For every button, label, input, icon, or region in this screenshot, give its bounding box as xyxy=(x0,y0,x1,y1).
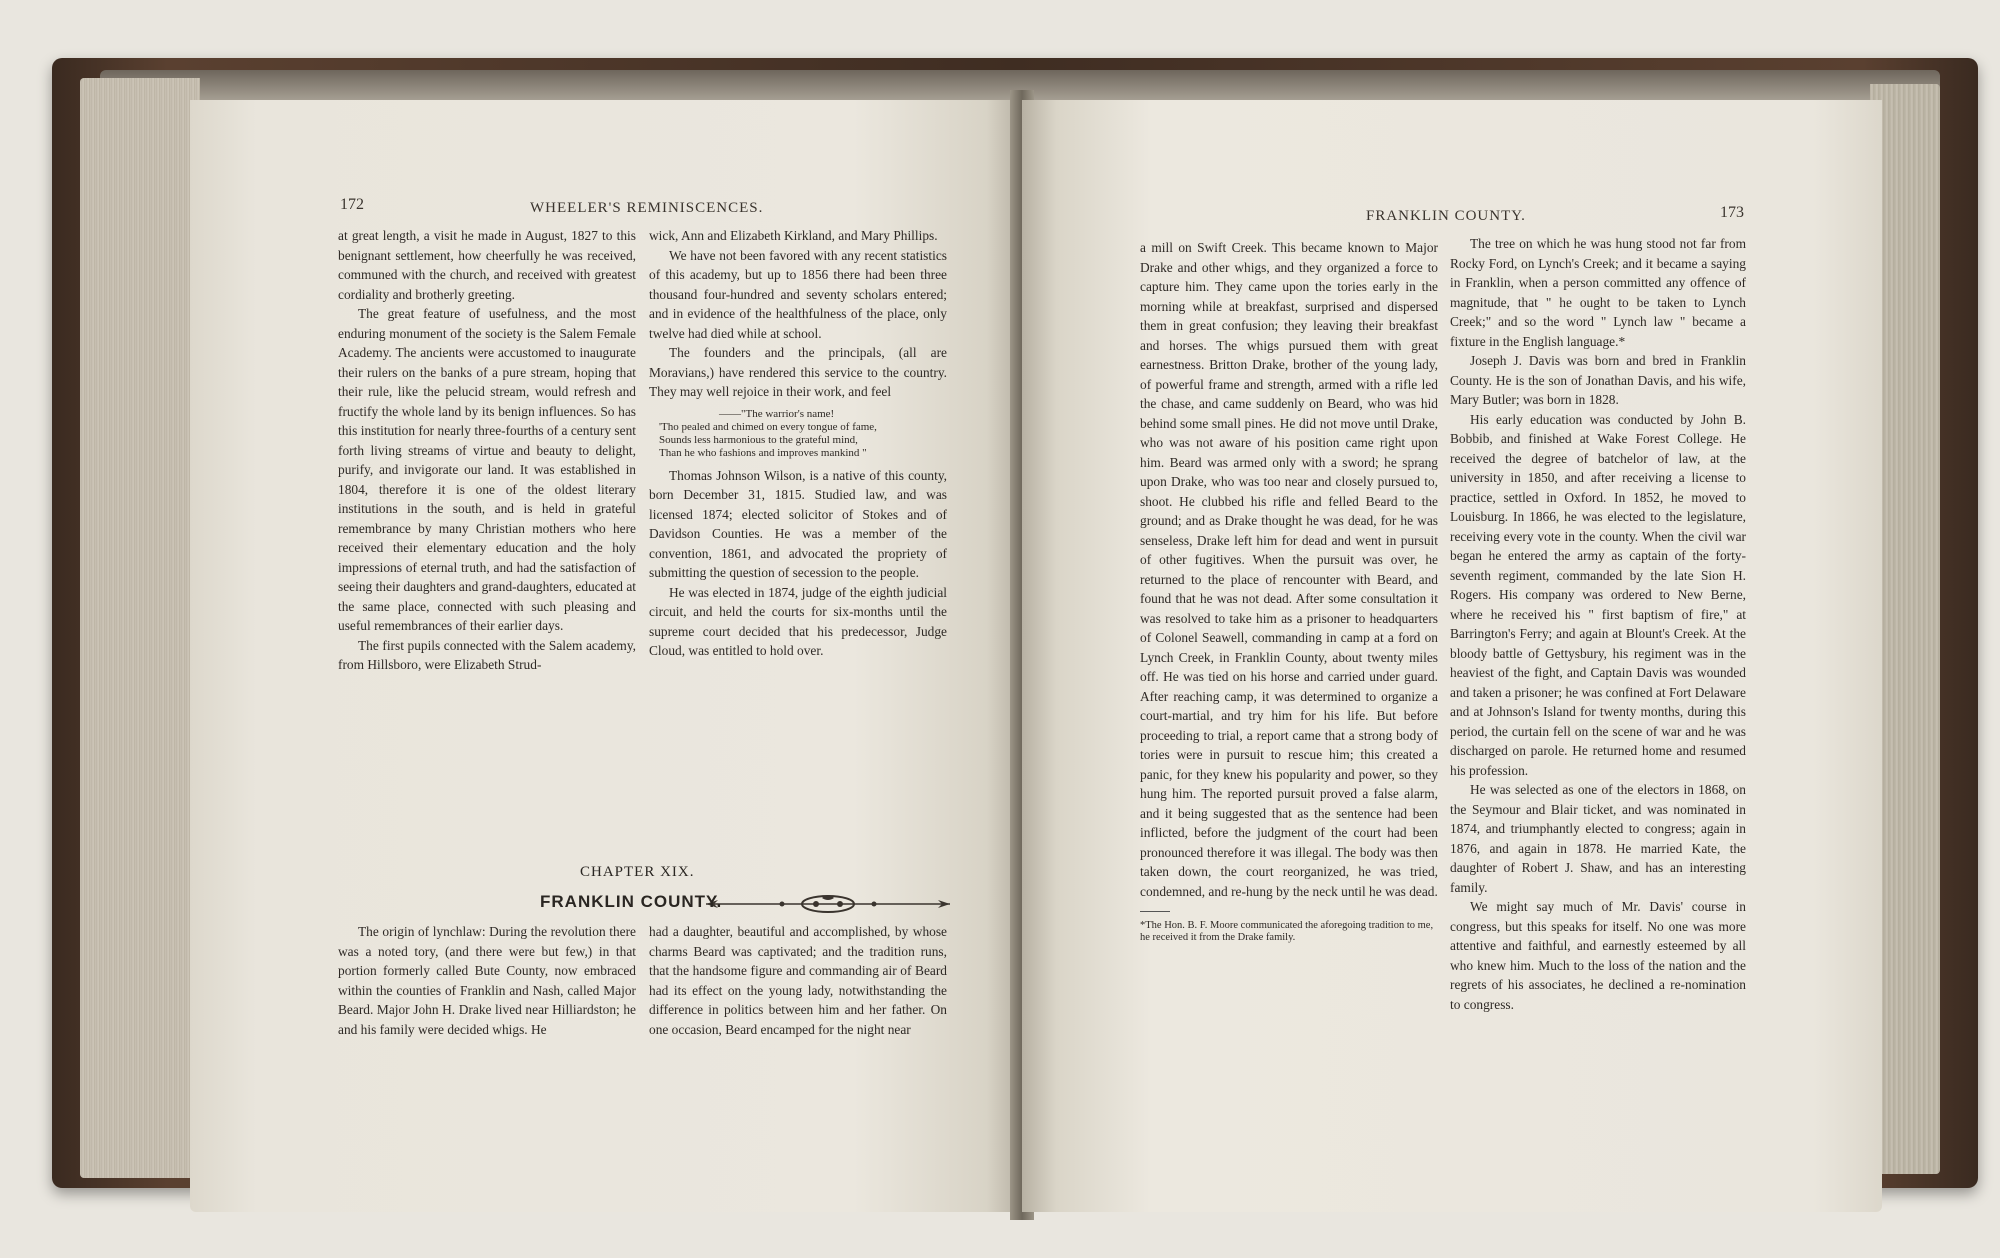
chapter-column-2 xyxy=(649,922,947,1039)
paragraph: Joseph J. Davis was born and bred in Franklin County. He is the son of Jonathan Davis, and his wife, Mary Butler; was born in 1828. xyxy=(1450,353,1746,407)
footnote-rule xyxy=(1140,911,1170,912)
page-number-left: 172 xyxy=(340,196,364,213)
page-number-right: 173 xyxy=(1720,204,1744,221)
chapter-title: FRANKLIN COUNTY. xyxy=(540,892,723,911)
paragraph: The first pupils connected with the Salem academy, from Hillsboro, were Elizabeth Strud- xyxy=(338,637,636,672)
paragraph: We have not been favored with any recent statistics of this academy, but up to 1856 there had been three thousand four-hundred and seventy scholars entered; and in evidence of the healthfulness of the place, only twelve had died while at school. xyxy=(649,247,947,341)
chapter-number: CHAPTER XIX. xyxy=(580,864,695,880)
poem-line: 'Tho pealed and chimed on every tongue of fame, xyxy=(659,420,877,433)
running-head-left: WHEELER'S REMINISCENCES. xyxy=(530,200,764,216)
paragraph: had a daughter, beautiful and accomplished, by whose charms Beard was captivated; and the tradition runs, that the handsome figure and commanding air of Beard had its effect on the young lady, notwithstanding the difference in politics between him and her father. On one occasion, Beard encamped for the night near xyxy=(649,924,947,1037)
poem-line: ——"The warrior's name! xyxy=(719,407,835,420)
paragraph: We might say much of Mr. Davis' course in congress, but this speaks for itself. No one was more attentive and faithful, and earnestly esteemed by all who knew him. Much to the loss of the nation and the regrets of his associates, he declined a re-nomination to congress. xyxy=(1450,899,1746,1012)
chapter-column-1 xyxy=(338,922,636,1039)
page-block-left-edge xyxy=(80,78,200,1178)
paragraph: He was elected in 1874, judge of the eighth judicial circuit, and held the courts for six-months until the supreme court decided that his predecessor, Judge Cloud, was entitled to hold over. xyxy=(649,584,947,658)
left-page xyxy=(190,100,1020,1212)
footnote: *The Hon. B. F. Moore communicated the aforegoing tradition to me, he received it from the Drake family. xyxy=(1140,920,1434,943)
paragraph: The great feature of usefulness, and the most enduring monument of the society is the Salem Female Academy. The ancients were accustomed to inaugurate their rulers on the banks of a pure stream, hoping that their rule, like the pelucid stream, would refresh and fructify the whole land by its benign influences. So has this institution for nearly three-fourths of a century sent forth living streams of virtue and beauty to delight, purify, and invigorate our land. It was established in 1804, therefore it is one of the oldest literary institutions in the south, and is held in grateful remembrance by many Christian mothers who here received their elementary education and the holy impressions of eternal truth, and had the satisfaction of seeing their daughters and grand-daughters, educated at the same place, connected with such pleasing and useful remembrances of their earlier days. xyxy=(338,306,636,633)
paragraph: His early education was conducted by John B. Bobbib, and finished at Wake Forest College. He received the degree of batchelor of law, at the university in 1850, and after receiving a license to practice, settled in Oxford. In 1852, he moved to Louisburg. In 1866, he was elected to the legislature, receiving every vote in the county. When the civil war began he entered the army as captain of the forty-seventh regiment, commanded by the late Sion H. Rogers. His company was ordered to New Berne, where he received his " first baptism of fire," at Barrington's Ferry; and again at Blount's Creek. At the bloody battle of Gettysbury, his regiment was in the heaviest of the fight, and Captain Davis was wounded and taken a prisoner; he was confined at Fort Delaware and at Johnson's Island for twenty months, during this period, the curtain fell on the scene of war and he was discharged on parole. He returned home and resumed his profession. xyxy=(1450,411,1746,778)
left-column-2 xyxy=(649,226,947,661)
running-head-right: FRANKLIN COUNTY. xyxy=(1366,208,1526,224)
paragraph: Thomas Johnson Wilson, is a native of this county, born December 31, 1815. Studied law, and was licensed 1874; elected solicitor of Stokes and of Davidson Counties. He was a member of the convention, 1861, and advocated the propriety of submitting the question of secession to the people. xyxy=(649,467,947,580)
left-column-1 xyxy=(338,226,636,675)
right-page xyxy=(1022,100,1882,1212)
poem-quote xyxy=(659,408,947,460)
paragraph: The origin of lynchlaw: During the revolution there was a noted tory, (and there were but few,) in that portion formerly called Bute County, now embraced within the counties of Franklin and Nash, called Major Beard. Major John H. Drake lived near Hilliardston; he and his family were decided whigs. He xyxy=(338,924,636,1037)
paragraph: a mill on Swift Creek. This became known to Major Drake and other whigs, and they organized a force to capture him. They came upon the tories early in the morning while at breakfast, surprised and dispersed them in great confusion; they leaving their breakfast and horses. The whigs pursued them with great earnestness. Britton Drake, brother of the young lady, of powerful frame and strength, armed with a rifle led the chase, and came suddenly on Beard, who was hid behind some small pines. He did not move until Drake, who was not aware of his position came right upon him. Beard was armed only with a sword; he sprang upon Drake, who was too near and closely pursued to, shoot. He clubbed his rifle and felled Beard to the ground; and as Drake thought he was dead, for he was senseless, Drake left him for dead and went in pursuit of other fugitives. When the pursuit was over, he returned to the place of rencounter with Beard, and found that he was not dead. After some consultation it was resolved to take him as a prisoner to headquarters of Colonel Seawell, commanding in camp at a ford on Lynch Creek, in Franklin County, about twenty miles off. He was tied on his horse and carried under guard. After reaching camp, it was determined to organize a court-martial, and try him for his life. But before proceeding to trial, a report came that a strong body of tories were in pursuit to rescue him; this created a panic, for they knew his popularity and power, so they hung him. The reported pursuit proved a false alarm, and it being suggested that as the sentence had been inflicted, before the judgment of the court had been pronounced therefore it was illegal. The body was then taken down, the court reorganized, he was tried, condemned, and re-hung by the neck until he was dead. xyxy=(1140,240,1438,899)
right-column-1 xyxy=(1140,238,1438,944)
right-column-2 xyxy=(1450,234,1746,1014)
paragraph: The tree on which he was hung stood not far from Rocky Ford, on Lynch's Creek; and it became a saying in Franklin, when a person committed any offence of magnitude, that " he ought to be taken to Lynch Creek;" and so the word " Lynch law " became a fixture in the English language.* xyxy=(1450,236,1746,349)
poem-line: Than he who fashions and improves mankind " xyxy=(659,446,867,459)
paragraph: at great length, a visit he made in August, 1827 to this benignant settlement, how cheerfully he was received, communed with the church, and received with greatest cordiality and brotherly greeting. xyxy=(338,228,636,302)
poem-line: Sounds less harmonious to the grateful mind, xyxy=(659,433,858,446)
paragraph: He was selected as one of the electors in 1868, on the Seymour and Blair ticket, and was nominated in 1874, and triumphantly elected to congress; again in 1876, and again in 1878. He married Kate, the daughter of Robert J. Shaw, and has an interesting family. xyxy=(1450,782,1746,895)
paragraph: wick, Ann and Elizabeth Kirkland, and Mary Phillips. xyxy=(649,228,938,243)
ornament-divider-icon xyxy=(702,894,954,914)
paragraph: The founders and the principals, (all are Moravians,) have rendered this service to the country. They may well rejoice in their work, and feel xyxy=(649,345,947,399)
